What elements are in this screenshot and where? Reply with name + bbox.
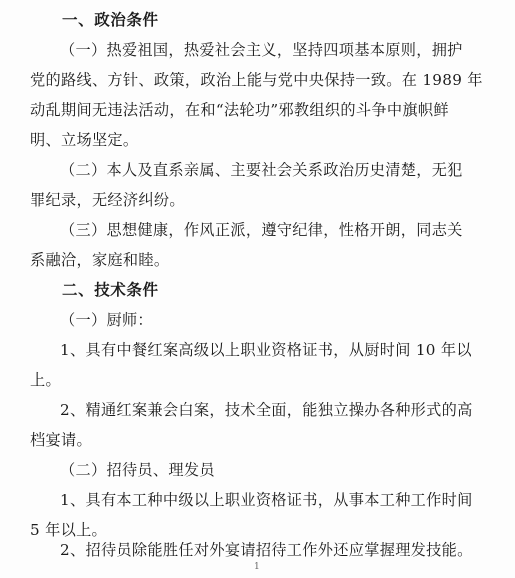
subsection-title-chef: （一）厨师： bbox=[60, 311, 153, 329]
page-number: 1 bbox=[254, 562, 260, 572]
paragraph-line: 党的路线、方针、政策，政治上能与党中央保持一致。在 1989 年 bbox=[30, 71, 483, 89]
section-heading-technical: 二、技术条件 bbox=[62, 281, 159, 299]
paragraph-line: 5 年以上。 bbox=[30, 521, 108, 539]
paragraph-line: 上。 bbox=[30, 371, 61, 389]
paragraph-line: 2、招待员除能胜任对外宴请招待工作外还应掌握理发技能。 bbox=[60, 541, 473, 559]
paragraph-line: （一）热爱祖国，热爱社会主义，坚持四项基本原则，拥护 bbox=[60, 41, 463, 59]
paragraph-line: （二）本人及直系亲属、主要社会关系政治历史清楚，无犯 bbox=[60, 161, 463, 179]
paragraph-line: 1、具有中餐红案高级以上职业资格证书，从厨时间 10 年以 bbox=[60, 341, 472, 359]
subsection-title-attendant: （二）招待员、理发员 bbox=[60, 461, 215, 479]
paragraph-line: 1、具有本工种中级以上职业资格证书，从事本工种工作时间 bbox=[60, 491, 473, 509]
paragraph-line: 系融洽，家庭和睦。 bbox=[30, 251, 170, 269]
paragraph-line: 明、立场坚定。 bbox=[30, 131, 139, 149]
section-heading-political: 一、政治条件 bbox=[62, 11, 159, 29]
paragraph-line: 2、精通红案兼会白案，技术全面，能独立操办各种形式的高 bbox=[60, 401, 473, 419]
paragraph-line: 档宴请。 bbox=[30, 431, 92, 449]
paragraph-line: 动乱期间无违法活动，在和“法轮功”邪教组织的斗争中旗帜鲜 bbox=[30, 101, 449, 119]
paragraph-line: （三）思想健康，作风正派，遵守纪律，性格开朗，同志关 bbox=[60, 221, 463, 239]
paragraph-line: 罪纪录，无经济纠纷。 bbox=[30, 191, 185, 209]
